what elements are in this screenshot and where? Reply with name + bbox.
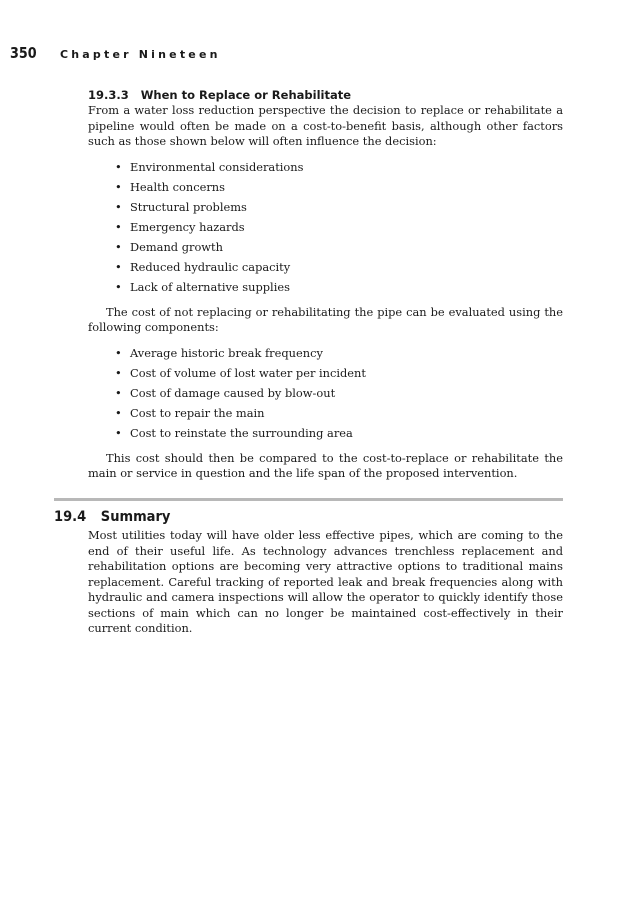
conclusion-paragraph: This cost should then be compared to the cost-to-replace or rehabilitate the main or service in question and the life span of the proposed intervention.: [88, 450, 563, 480]
list-item: • Emergency hazards: [115, 217, 563, 237]
chapter-title: Chapter Nineteen: [60, 48, 221, 61]
list-item: • Cost of volume of lost water per incident: [115, 363, 563, 383]
bullet-icon: •: [115, 199, 122, 214]
list-item: • Reduced hydraulic capacity: [115, 257, 563, 277]
list-item: • Structural problems: [115, 197, 563, 217]
section-title: Summary: [100, 509, 171, 525]
list-item: • Cost of damage caused by blow-out: [115, 383, 563, 403]
subsection-number: 19.3.3: [88, 88, 129, 102]
page-number: 350: [10, 44, 37, 62]
cost-intro-paragraph: The cost of not replacing or rehabilitating the pipe can be evaluated using the following components:: [88, 304, 563, 334]
section-heading: [54, 507, 170, 527]
section-divider: [54, 498, 563, 501]
bullet-icon: •: [115, 279, 122, 294]
bullet-icon: •: [115, 239, 122, 254]
bullet-icon: •: [115, 259, 122, 274]
summary-paragraph: Most utilities today will have older less effective pipes, which are coming to the end of their useful life. As technology advances trenchless replacement and rehabilitation options are becoming very attractive options to traditional mains replacement. Careful tracking of reported leak and break frequencies along with hydraulic and camera inspections will allow the operator to quickly identify those sections of main which can no longer be maintained cost-effectively in their current condition.: [88, 528, 563, 635]
list-item: • Environmental considerations: [115, 157, 563, 177]
bullet-icon: •: [115, 179, 122, 194]
bullet-icon: •: [115, 385, 122, 400]
list-item: • Cost to reinstate the surrounding area: [115, 423, 563, 443]
summary-section: [88, 528, 563, 637]
list-item: • Cost to repair the main: [115, 403, 563, 423]
bullet-icon: •: [115, 405, 122, 420]
list-item: • Demand growth: [115, 237, 563, 257]
bullet-icon: •: [115, 345, 122, 360]
subsection-19-3-3: [88, 87, 563, 482]
running-header: [10, 44, 221, 64]
section-number: 19.4: [54, 509, 87, 525]
bullet-icon: •: [115, 219, 122, 234]
bullet-icon: •: [115, 365, 122, 380]
subsection-heading: [88, 87, 563, 103]
list-item: • Lack of alternative supplies: [115, 277, 563, 297]
factor-list: [88, 157, 563, 297]
bullet-icon: •: [115, 159, 122, 174]
list-item: • Average historic break frequency: [115, 343, 563, 363]
list-item: • Health concerns: [115, 177, 563, 197]
bullet-icon: •: [115, 425, 122, 440]
subsection-title: When to Replace or Rehabilitate: [140, 88, 352, 102]
intro-paragraph: From a water loss reduction perspective the decision to replace or rehabilitate a pipeline would often be made on a cost-to-benefit basis, although other factors such as those shown below will often influence the decision:: [88, 103, 563, 148]
component-list: [88, 343, 563, 443]
